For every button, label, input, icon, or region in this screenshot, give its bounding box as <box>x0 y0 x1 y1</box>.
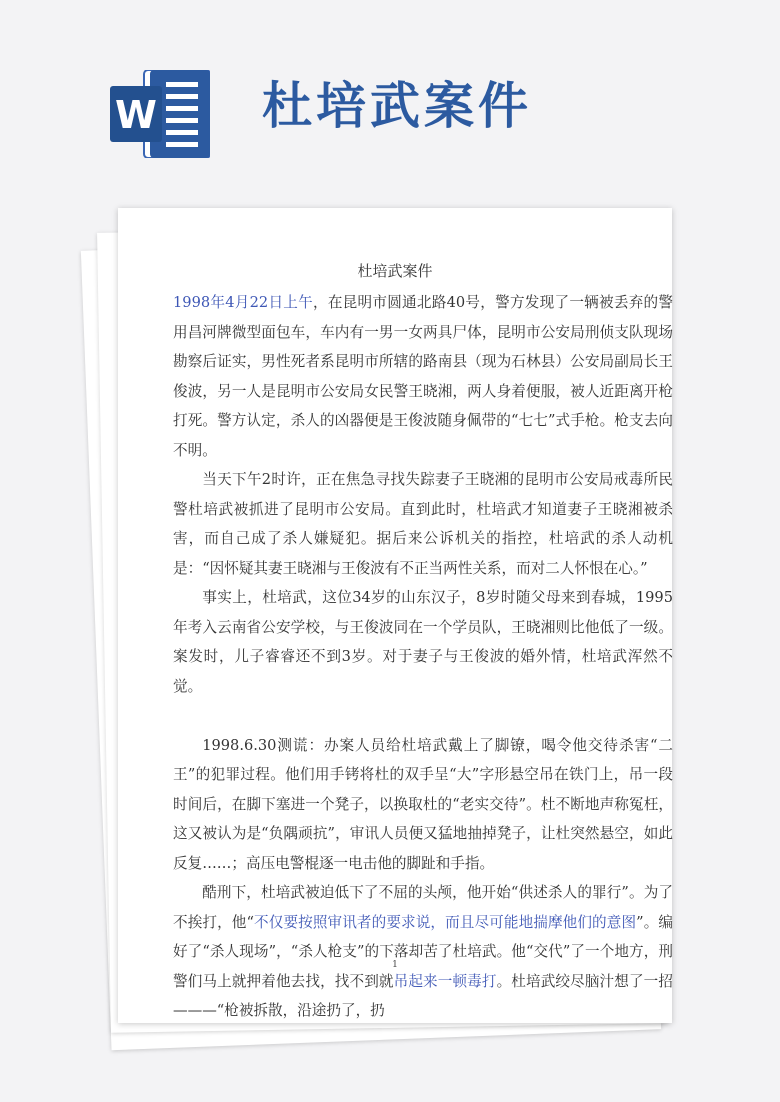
svg-text:W: W <box>115 93 157 137</box>
text-segment: 当天下午2时许，正在焦急寻找失踪妻子王晓湘的昆明市公安局戒毒所民警杜培武被抓进了昆明市公安局。直到此时，杜培武才知道妻子王晓湘被杀害，而自己成了杀人嫌疑犯。据后来公诉机关的指控，杜培武的杀人动机是：“因怀疑其妻王晓湘与王俊波有不正当两性关系，而对二人怀恨在心。” <box>173 471 673 577</box>
text-segment: 1998.6.30测谎：办案人员给杜培武戴上了脚镣，喝令他交待杀害“二王”的犯罪过程。他们用手铐将杜的双手呈“大”字形悬空吊在铁门上，吊一段时间后，在脚下塞进一个凳子，以换取杜的“老实交待”。杜不断地声称冤枉，这又被认为是“负隅顽抗”，审讯人员便又猛地抽掉凳子，让杜突然悬空，如此反复……；高压电警棍逐一电击他的脚趾和手指。 <box>173 736 673 872</box>
word-document-icon <box>110 70 210 158</box>
highlighted-text: 不仅要按照审讯者的要求说，而且尽可能地揣摩他们的意图 <box>253 913 637 931</box>
paragraph <box>173 288 673 465</box>
highlighted-text: 吊起来一顿毒打 <box>393 972 497 990</box>
text-segment: 。杜培武绞尽脑汁想了一招———“枪被拆散，沿途扔了，扔 <box>173 972 673 1019</box>
text-segment: 事实上，杜培武，这位34岁的山东汉子，8岁时随父母来到春城，1995年考入云南省公安学校，与王俊波同在一个学员队，王晓湘则比他低了一级。案发时，儿子睿睿还不到3岁。对于妻子与王俊波的婚外情，杜培武浑然不觉。 <box>173 589 673 695</box>
banner-title: 杜培武案件 <box>262 77 532 135</box>
highlighted-text: 1998年4月22日上午 <box>173 294 313 311</box>
document-page <box>118 208 672 1023</box>
text-segment: 酷刑下，杜培武被迫低下了不屈的头颅，他开始“供述杀人的罪行”。为了不挨打，他“ <box>173 884 673 931</box>
paragraph <box>173 878 673 1026</box>
document-body <box>173 288 673 1026</box>
banner-header <box>0 0 780 200</box>
paragraph <box>173 465 673 583</box>
text-segment: ，在昆明市圆通北路40号，警方发现了一辆被丢弃的警用昌河牌微型面包车，车内有一男一女两具尸体，昆明市公安局刑侦支队现场勘察后证实，男性死者系昆明市所辖的路南县（现为石林县）公安局副局长王俊波，另一人是昆明市公安局女民警王晓湘，两人身着便服，被人近距离开枪打死。警方认定，杀人的凶器便是王俊波随身佩带的“七七”式手枪。枪支去向不明。 <box>173 294 673 459</box>
text-segment: ”。编好了“杀人现场”，“杀人枪支”的下落却苦了杜培武。他“交代”了一个地方，刑警们马上就押着他去找，找不到就 <box>173 913 673 990</box>
document-title: 杜培武案件 <box>357 262 433 280</box>
page-number: 1 <box>392 960 398 970</box>
paragraph <box>173 731 673 879</box>
paragraph-gap <box>173 701 673 731</box>
paragraph <box>173 583 673 701</box>
